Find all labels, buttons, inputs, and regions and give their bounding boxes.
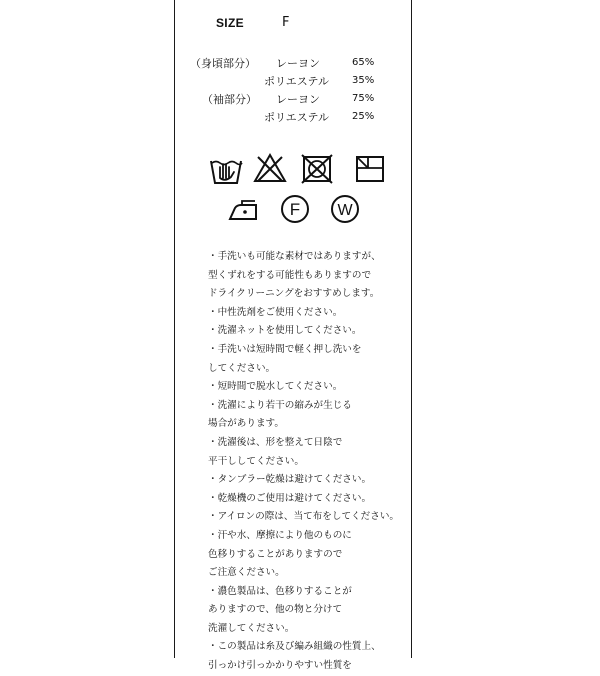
fiber-percent: 25% — [352, 111, 375, 122]
size-value: F — [282, 15, 290, 30]
dry-clean-f-icon — [279, 193, 311, 225]
care-note-line: ・洗濯ネットを使用してください。 — [208, 325, 362, 337]
care-note-line: してください。 — [208, 362, 276, 374]
hand-wash-icon — [208, 153, 244, 185]
care-note-line: ・手洗いも可能な素材ではありますが、 — [208, 251, 381, 262]
care-note-line: ・汗や水、摩擦により他のものに — [208, 529, 352, 541]
shade-dry-icon — [355, 155, 385, 183]
size-label: SIZE — [216, 16, 244, 30]
part-label-body: （身頃部分） — [190, 57, 256, 70]
wet-clean-letter: W — [337, 202, 353, 219]
care-note-line: ・アイロンの際は、当て布をしてください。 — [208, 511, 400, 523]
care-note-line: ・乾燥機のご使用は避けてください。 — [208, 492, 372, 504]
part-label-sleeve: （袖部分） — [202, 93, 257, 106]
iron-low-icon — [228, 199, 260, 223]
care-notes — [208, 248, 408, 676]
fiber-percent: 65% — [352, 57, 375, 68]
care-note-line: ドライクリーニングをおすすめします。 — [208, 288, 380, 300]
care-note-line: ・濃色製品は、色移りすることが — [208, 585, 352, 597]
care-note-line: ・中性洗剤をご使用ください。 — [208, 306, 343, 318]
care-note-line: ・タンブラー乾燥は避けてください。 — [208, 474, 372, 486]
no-bleach-icon — [253, 153, 287, 183]
care-note-line: 場合があります。 — [208, 418, 284, 430]
care-note-line: ご注意ください。 — [208, 567, 285, 579]
no-tumble-dry-icon — [301, 154, 333, 184]
care-note-line: 洗濯してください。 — [208, 622, 295, 634]
care-note-line: 色移りすることがありますので — [208, 548, 343, 560]
dry-clean-letter: F — [289, 200, 301, 219]
care-note-line: 平干ししてください。 — [208, 455, 304, 467]
care-note-line: 型くずれをする可能性もありますので — [208, 269, 372, 281]
care-note-line: ・洗濯により若干の縮みが生じる — [208, 399, 352, 411]
fiber-percent: 35% — [352, 75, 375, 86]
care-note-line: ・短時間で脱水してください。 — [208, 381, 343, 393]
fiber-label: レーヨン — [276, 93, 320, 106]
care-note-line: 引っかけ引っかかりやすい性質を — [208, 660, 352, 672]
care-note-line: ・この製品は糸及び編み組織の性質上、 — [208, 641, 381, 653]
care-note-line: ・手洗いは短時間で軽く押し洗いを — [208, 343, 362, 355]
fiber-label: ポリエステル — [264, 111, 330, 124]
care-note-line: ・洗濯後は、形を整えて日陰で — [208, 436, 343, 448]
fiber-percent: 75% — [352, 93, 375, 104]
wet-clean-w-icon — [329, 193, 361, 225]
fiber-label: レーヨン — [276, 57, 320, 70]
fiber-label: ポリエステル — [264, 75, 330, 88]
care-note-line: ありますので、他の物と分けて — [208, 604, 343, 616]
